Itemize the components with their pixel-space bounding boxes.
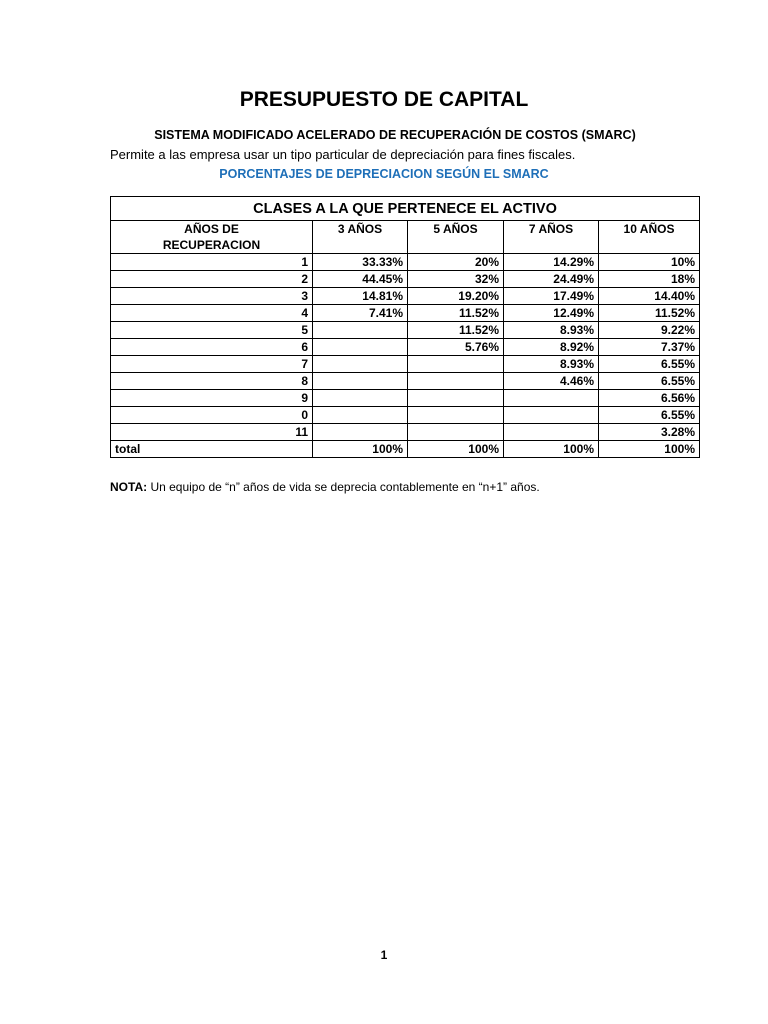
table-row	[111, 271, 700, 288]
percentage-cell	[313, 339, 408, 356]
year-cell: 0	[111, 407, 313, 424]
row-header-cell: AÑOS DE	[111, 221, 313, 238]
percentage-cell: 12.49%	[504, 305, 599, 322]
column-header-row-2	[111, 237, 700, 254]
year-cell: 3	[111, 288, 313, 305]
year-cell: 11	[111, 424, 313, 441]
empty-header-cell	[408, 237, 504, 254]
year-cell: 5	[111, 322, 313, 339]
column-header-10: 10 AÑOS	[599, 221, 700, 238]
column-header-row	[111, 221, 700, 238]
percentage-cell	[313, 407, 408, 424]
percentage-cell	[313, 322, 408, 339]
total-cell: 100%	[313, 441, 408, 458]
table-row	[111, 424, 700, 441]
year-cell: 9	[111, 390, 313, 407]
percentage-cell	[313, 356, 408, 373]
percentage-cell: 19.20%	[408, 288, 504, 305]
percentage-cell: 4.46%	[504, 373, 599, 390]
percentage-cell: 11.52%	[599, 305, 700, 322]
empty-header-cell	[504, 237, 599, 254]
percentage-cell: 18%	[599, 271, 700, 288]
percentage-cell: 7.41%	[313, 305, 408, 322]
table-row	[111, 390, 700, 407]
depreciation-table	[110, 196, 700, 458]
table-row	[111, 254, 700, 271]
year-cell: 7	[111, 356, 313, 373]
table-row	[111, 288, 700, 305]
page-title: PRESUPUESTO DE CAPITAL	[239, 88, 529, 111]
percentage-cell	[504, 424, 599, 441]
percentage-cell: 5.76%	[408, 339, 504, 356]
table-row	[111, 373, 700, 390]
page-number: 1	[380, 948, 388, 962]
percentage-cell	[504, 407, 599, 424]
percentage-cell	[408, 407, 504, 424]
column-header-5: 5 AÑOS	[408, 221, 504, 238]
total-label: total	[111, 441, 313, 458]
column-header-7: 7 AÑOS	[504, 221, 599, 238]
percentage-cell	[313, 373, 408, 390]
percentage-cell	[313, 424, 408, 441]
percentage-cell	[408, 390, 504, 407]
year-cell: 1	[111, 254, 313, 271]
percentage-cell	[408, 424, 504, 441]
percentage-cell: 3.28%	[599, 424, 700, 441]
percentage-cell: 6.55%	[599, 373, 700, 390]
total-cell: 100%	[408, 441, 504, 458]
description-text: Permite a las empresa usar un tipo particular de depreciación para fines fiscales.	[110, 147, 576, 162]
percentage-cell: 14.40%	[599, 288, 700, 305]
percentage-cell: 6.55%	[599, 407, 700, 424]
total-row	[111, 441, 700, 458]
table-row	[111, 407, 700, 424]
empty-header-cell	[599, 237, 700, 254]
percentage-cell: 6.55%	[599, 356, 700, 373]
percentage-cell	[504, 390, 599, 407]
row-header-cell-line2: RECUPERACION	[111, 237, 313, 254]
percentage-cell: 32%	[408, 271, 504, 288]
table-row	[111, 322, 700, 339]
year-cell: 6	[111, 339, 313, 356]
percentage-cell: 24.49%	[504, 271, 599, 288]
percentage-cell: 14.29%	[504, 254, 599, 271]
column-header-3: 3 AÑOS	[313, 221, 408, 238]
percentage-cell	[313, 390, 408, 407]
percentage-cell: 8.92%	[504, 339, 599, 356]
percentage-cell: 14.81%	[313, 288, 408, 305]
table-row	[111, 305, 700, 322]
table-caption: PORCENTAJES DE DEPRECIACION SEGÚN EL SMARC	[219, 167, 549, 181]
percentage-cell: 11.52%	[408, 322, 504, 339]
note	[110, 480, 540, 494]
percentage-cell: 17.49%	[504, 288, 599, 305]
percentage-cell: 10%	[599, 254, 700, 271]
empty-header-cell	[313, 237, 408, 254]
percentage-cell: 7.37%	[599, 339, 700, 356]
percentage-cell: 33.33%	[313, 254, 408, 271]
total-cell: 100%	[599, 441, 700, 458]
page-subtitle: SISTEMA MODIFICADO ACELERADO DE RECUPERACIÓN DE COSTOS (SMARC)	[154, 128, 636, 142]
percentage-cell: 6.56%	[599, 390, 700, 407]
table-row	[111, 339, 700, 356]
note-label: NOTA:	[110, 480, 148, 494]
percentage-cell	[408, 356, 504, 373]
class-header-row	[111, 197, 700, 221]
table-row	[111, 356, 700, 373]
class-header-cell: CLASES A LA QUE PERTENECE EL ACTIVO	[111, 197, 700, 221]
percentage-cell: 20%	[408, 254, 504, 271]
percentage-cell: 9.22%	[599, 322, 700, 339]
percentage-cell: 44.45%	[313, 271, 408, 288]
percentage-cell: 8.93%	[504, 322, 599, 339]
note-text: Un equipo de “n” años de vida se deprecia contablemente en “n+1” años.	[147, 480, 540, 494]
percentage-cell	[408, 373, 504, 390]
year-cell: 8	[111, 373, 313, 390]
percentage-cell: 11.52%	[408, 305, 504, 322]
total-cell: 100%	[504, 441, 599, 458]
year-cell: 2	[111, 271, 313, 288]
year-cell: 4	[111, 305, 313, 322]
percentage-cell: 8.93%	[504, 356, 599, 373]
